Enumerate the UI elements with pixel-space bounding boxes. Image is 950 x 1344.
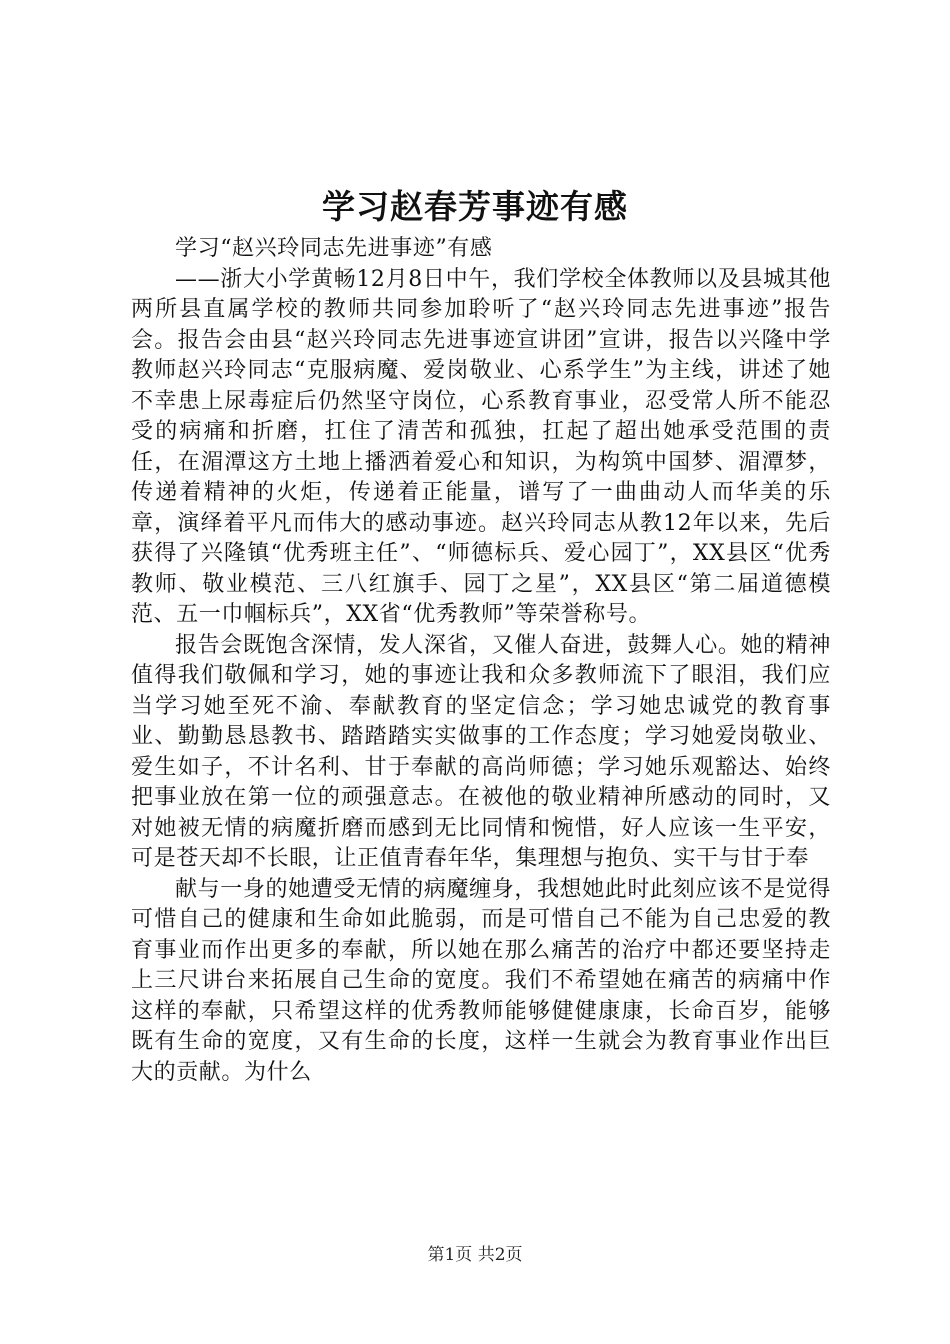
paragraph-2: 报告会既饱含深情，发人深省，又催人奋进，鼓舞人心。她的精神值得我们敬佩和学习，她的事迹让我和众多教师流下了眼泪，我们应当学习她至死不渝、奉献教育的坚定信念；学习她忠诚党的教育事业、勤勤恳恳教书、踏踏踏实实做事的工作态度；学习她爱岗敬业、爱生如子，不计名利、甘于奉献的高尚师德；学习她乐观豁达、始终把事业放在第一位的顽强意志。在被他的敬业精神所感动的同时，又对她被无情的病魔折磨而感到无比同情和惋惜，好人应该一生平安，可是苍天却不长眼，让正值青春年华，集理想与抱负、实干与甘于奉 <box>131 632 831 871</box>
document-title: 学习赵春芳事迹有感 <box>322 187 628 226</box>
paragraph-1: ——浙大小学黄畅12月8日中午，我们学校全体教师以及县城其他两所县直属学校的教师共同参加聆听了“赵兴玲同志先进事迹”报告会。报告会由县“赵兴玲同志先进事迹宣讲团”宣讲，报告以兴隆中学教师赵兴玲同志“克服病魔、爱岗敬业、心系学生”为主线，讲述了她不幸患上尿毒症后仍然坚守岗位，心系教育事业，忍受常人所不能忍受的病痛和折磨，扛住了清苦和孤独，扛起了超出她承受范围的责任，在湄潭这方土地上播洒着爱心和知识，为构筑中国梦、湄潭梦，传递着精神的火炬，传递着正能量，谱写了一曲曲动人而华美的乐章，演绎着平凡而伟大的感动事迹。赵兴玲同志从教12年以来，先后获得了兴隆镇“优秀班主任”、“师德标兵、爱心园丁”，XX县区“优秀教师、敬业模范、三八红旗手、园丁之星”，XX县区“第二届道德模范、五一巾帼标兵”，XX省“优秀教师”等荣誉称号。 <box>131 266 831 627</box>
paragraph-subtitle: 学习“赵兴玲同志先进事迹”有感 <box>175 236 493 261</box>
document-body <box>131 234 831 1088</box>
paragraph-3: 献与一身的她遭受无情的病魔缠身，我想她此时此刻应该不是觉得可惜自己的健康和生命如此脆弱，而是可惜自己不能为自己忠爱的教育事业而作出更多的奉献，所以她在那么痛苦的治疗中都还要坚持走上三尺讲台来拓展自己生命的宽度。我们不希望她在痛苦的病痛中作这样的奉献，只希望这样的优秀教师能够健健康康，长命百岁，能够既有生命的宽度，又有生命的长度，这样一生就会为教育事业作出巨大的贡献。为什么 <box>131 876 831 1085</box>
page-footer: 第1页 共2页 <box>427 1245 523 1265</box>
